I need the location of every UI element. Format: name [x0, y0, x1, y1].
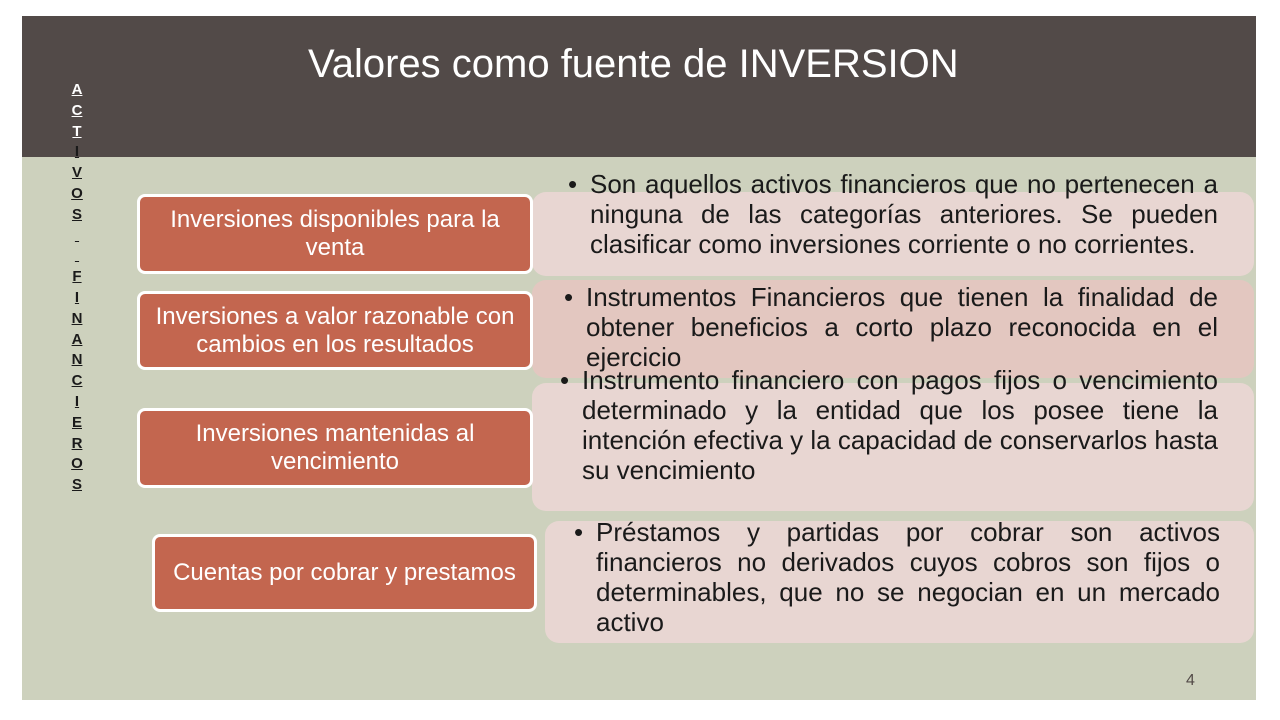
vertical-letter: A [71, 330, 83, 348]
category-label: Inversiones disponibles para la venta [170, 206, 500, 261]
vertical-letter: N [71, 309, 83, 327]
vertical-letter: I [74, 288, 80, 306]
vertical-letter: V [71, 164, 82, 182]
vertical-letter: S [71, 476, 82, 494]
description-text [564, 282, 1218, 374]
vertical-letter: A [71, 81, 83, 98]
description-label: Instrumentos Financieros que tienen la finalidad de obtener beneficios a corto plazo reconocida en el ejercicio [586, 282, 1218, 372]
vertical-letter: C [71, 101, 83, 119]
category-box [137, 408, 533, 488]
bullet-icon: • [574, 517, 584, 547]
vertical-spacer [75, 246, 79, 267]
vertical-letter: S [71, 205, 82, 223]
vertical-letter: O [71, 184, 83, 202]
vertical-letter: O [71, 455, 83, 473]
category-label: Cuentas por cobrar y prestamos [173, 559, 516, 586]
page-number: 4 [1186, 672, 1195, 689]
vertical-letter: F [72, 268, 82, 286]
description-label: Instrumento financiero con pagos fijos o vencimiento determinado y la entidad que los posee tiene la intención efectiva y la capacidad de conservarlos hasta su vencimiento [582, 365, 1218, 485]
category-box [137, 194, 533, 274]
vertical-spacer [75, 226, 79, 247]
slide-title: Valores como fuente de INVERSION [308, 42, 959, 86]
vertical-letter: E [71, 413, 82, 431]
bullet-icon: • [560, 365, 570, 395]
category-label: Inversiones mantenidas al vencimiento [195, 420, 475, 475]
description-label: Son aquellos activos financieros que no pertenecen a ninguna de las categorías anteriores. Se pueden clasificar como inversiones corriente o no corrientes. [590, 169, 1218, 259]
description-text [560, 365, 1218, 515]
description-text [574, 517, 1220, 641]
vertical-letter: N [71, 351, 83, 369]
bullet-icon: • [564, 282, 574, 312]
vertical-letter: I [74, 143, 80, 161]
vertical-label [60, 80, 94, 496]
bullet-icon: • [568, 169, 578, 199]
description-text [568, 169, 1218, 281]
vertical-letter: T [72, 122, 82, 140]
description-label: Préstamos y partidas por cobrar son activos financieros no derivados cuyos cobros son fijos o determinables, que no se negocian en un mercado activo [596, 517, 1220, 637]
category-box [152, 534, 537, 612]
vertical-letter: R [71, 434, 83, 452]
vertical-letter: C [71, 372, 83, 390]
category-box [137, 291, 533, 370]
vertical-letter: I [74, 392, 80, 410]
category-label: Inversiones a valor razonable con cambios en los resultados [155, 302, 515, 358]
